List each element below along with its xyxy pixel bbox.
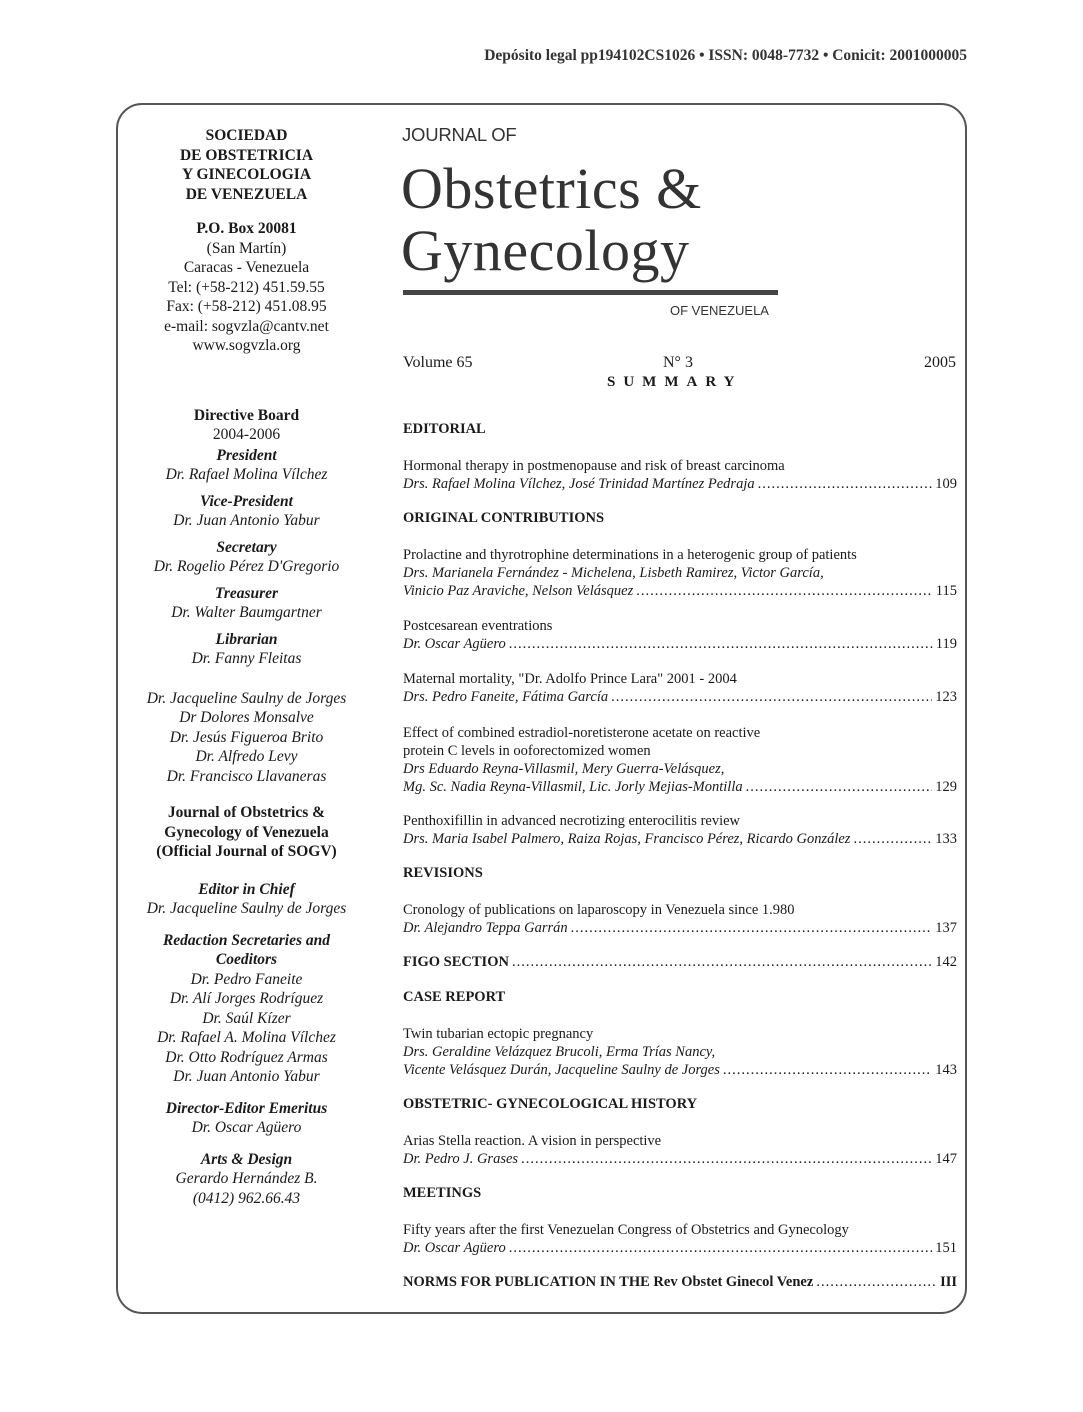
toc-entry: Penthoxifillin in advanced necrotizing enterocilitis review Drs. Maria Isabel Palmero, Raiza Rojas, Francisco Pérez, Ricardo González ..... 133 — [403, 812, 957, 848]
page-number: 147 — [935, 1151, 957, 1167]
toc-entry: Hormonal therapy in postmenopause and risk of breast carcinoma Drs. Rafael Molina Vílchez, José Trinidad Martínez Pedraja ..... 109 — [403, 457, 957, 493]
section-figo: FIGO SECTION ..... 142 — [403, 954, 957, 971]
editor-emeritus: Director-Editor Emeritus Dr. Oscar Agüero — [165, 1099, 328, 1136]
of-venezuela-label: OF VENEZUELA — [670, 303, 769, 318]
toc-entry: Arias Stella reaction. A vision in perspective Dr. Pedro J. Grases ..... 147 — [403, 1132, 957, 1168]
page-number: 151 — [935, 1240, 957, 1256]
section-revisions: REVISIONS — [403, 865, 483, 881]
volume: Volume 65 — [403, 354, 473, 371]
board-person: Dr. Juan Antonio Yabur — [173, 512, 320, 529]
board-person: Dr. Rafael Molina Vílchez — [165, 466, 328, 483]
section-meetings: MEETINGS — [403, 1185, 482, 1201]
toc-entry: Fifty years after the first Venezuelan Congress of Obstetrics and Gynecology Dr. Oscar Agüero ..... 151 — [403, 1221, 957, 1257]
board-role: Vice-President — [200, 492, 293, 510]
section-original: ORIGINAL CONTRIBUTIONS — [403, 510, 605, 526]
toc-entry: Maternal mortality, "Dr. Adolfo Prince Lara" 2001 - 2004 Drs. Pedro Faneite, Fátima García ..... 123 — [403, 670, 957, 706]
editor-in-chief: Editor in Chief Dr. Jacqueline Saulny de Jorges — [146, 880, 347, 917]
journal-of-label: JOURNAL OF — [402, 124, 517, 145]
issue-number: N° 3 — [663, 354, 693, 371]
page-number: 119 — [935, 636, 957, 652]
title-line-2: Gynecology — [401, 218, 690, 283]
directive-board: Directive Board 2004-2006 President Dr. Rafael Molina Vílchez Vice-President Dr. Juan Antonio Yabur Secretary Dr. Rogelio Pérez D'Gregorio Treasurer Dr. Walter Baumgartner Librarian Dr. Fanny Fleitas — [124, 406, 369, 669]
section-editorial: EDITORIAL — [403, 421, 486, 437]
section-case-report: CASE REPORT — [403, 989, 506, 1005]
toc-entry: Effect of combined estradiol-noretisterone acetate on reactive protein C levels in ooforectomized women Drs Eduardo Reyna-Villasmil, Mery Guerra-Velásquez, Mg. Sc. Nadia Reyna-Villasmil, Lic. Jorly Mejias-Montilla ..... 129 — [403, 724, 957, 796]
page-number: 142 — [935, 954, 957, 970]
journal-info: Journal of Obstetrics & Gynecology of Venezuela (Official Journal of SOGV) — [156, 804, 337, 860]
page-number: 137 — [935, 920, 957, 936]
title-line-1: Obstetrics & — [401, 156, 702, 221]
toc-entry: Prolactine and thyrotrophine determinations in a heterogenic group of patients Drs. Marianela Fernández - Michelena, Lisbeth Ramirez, Victor García, Vinicio Paz Araviche, Nelson Velásquez ..... 115 — [403, 546, 957, 600]
page-number: 115 — [935, 583, 957, 599]
page-number: 109 — [935, 476, 957, 492]
board-person: Dr. Fanny Fleitas — [191, 650, 302, 667]
board-role: Librarian — [215, 630, 278, 648]
legal-deposit-line: Depósito legal pp194102CS1026 • ISSN: 0048-7732 • Conicit: 2001000005 — [484, 47, 967, 64]
year: 2005 — [924, 354, 956, 371]
page-number: 133 — [935, 831, 957, 847]
email: e-mail: sogvzla@cantv.net — [164, 317, 329, 335]
page-number: 129 — [935, 779, 957, 795]
board-role: Secretary — [216, 538, 277, 556]
website: www.sogvzla.org — [192, 337, 301, 354]
page-number: III — [940, 1274, 957, 1290]
society-address: P.O. Box 20081 (San Martín) Caracas - Venezuela Tel: (+58-212) 451.59.55 Fax: (+58-212) 451.08.95 e-mail: sogvzla@cantv.net www.sogvzla.org — [124, 219, 369, 356]
toc-entry: Cronology of publications on laparoscopy in Venezuela since 1.980 Dr. Alejandro Teppa Garrán ..... 137 — [403, 901, 957, 937]
title-rule — [403, 290, 778, 295]
toc-entry: Postcesarean eventrations Dr. Oscar Agüero ..... 119 — [403, 617, 957, 653]
page-number: 123 — [935, 689, 957, 705]
summary-heading: SUMMARY — [607, 374, 743, 390]
page-number: 143 — [935, 1062, 957, 1078]
society-name: SOCIEDAD DE OBSTETRICIA Y GINECOLOGIA DE VENEZUELA — [179, 127, 314, 203]
section-history: OBSTETRIC- GYNECOLOGICAL HISTORY — [403, 1096, 698, 1112]
board-members: Dr. Jacqueline Saulny de Jorges Dr Dolores Monsalve Dr. Jesús Figueroa Brito Dr. Alfredo Levy Dr. Francisco Llavaneras — [146, 689, 347, 785]
section-norms: NORMS FOR PUBLICATION IN THE Rev Obstet Ginecol Venez ..... III — [403, 1274, 957, 1291]
toc-entry: Twin tubarian ectopic pregnancy Drs. Geraldine Velázquez Brucoli, Erma Trías Nancy, Vicente Velásquez Durán, Jacqueline Saulny de Jorges ..... 143 — [403, 1025, 957, 1079]
board-role: Treasurer — [214, 584, 279, 602]
arts-design: Arts & Design Gerardo Hernández B. (0412) 962.66.43 — [175, 1150, 318, 1207]
redaction-secretaries: Redaction Secretaries and Coeditors Dr. Pedro Faneite Dr. Alí Jorges Rodríguez Dr. Saúl Kízer Dr. Rafael A. Molina Vílchez Dr. Otto Rodríguez Armas Dr. Juan Antonio Yabur — [157, 931, 336, 1085]
board-person: Dr. Walter Baumgartner — [171, 604, 322, 621]
board-role: President — [216, 446, 277, 464]
board-person: Dr. Rogelio Pérez D'Gregorio — [153, 558, 340, 575]
masthead-column — [124, 126, 369, 1208]
